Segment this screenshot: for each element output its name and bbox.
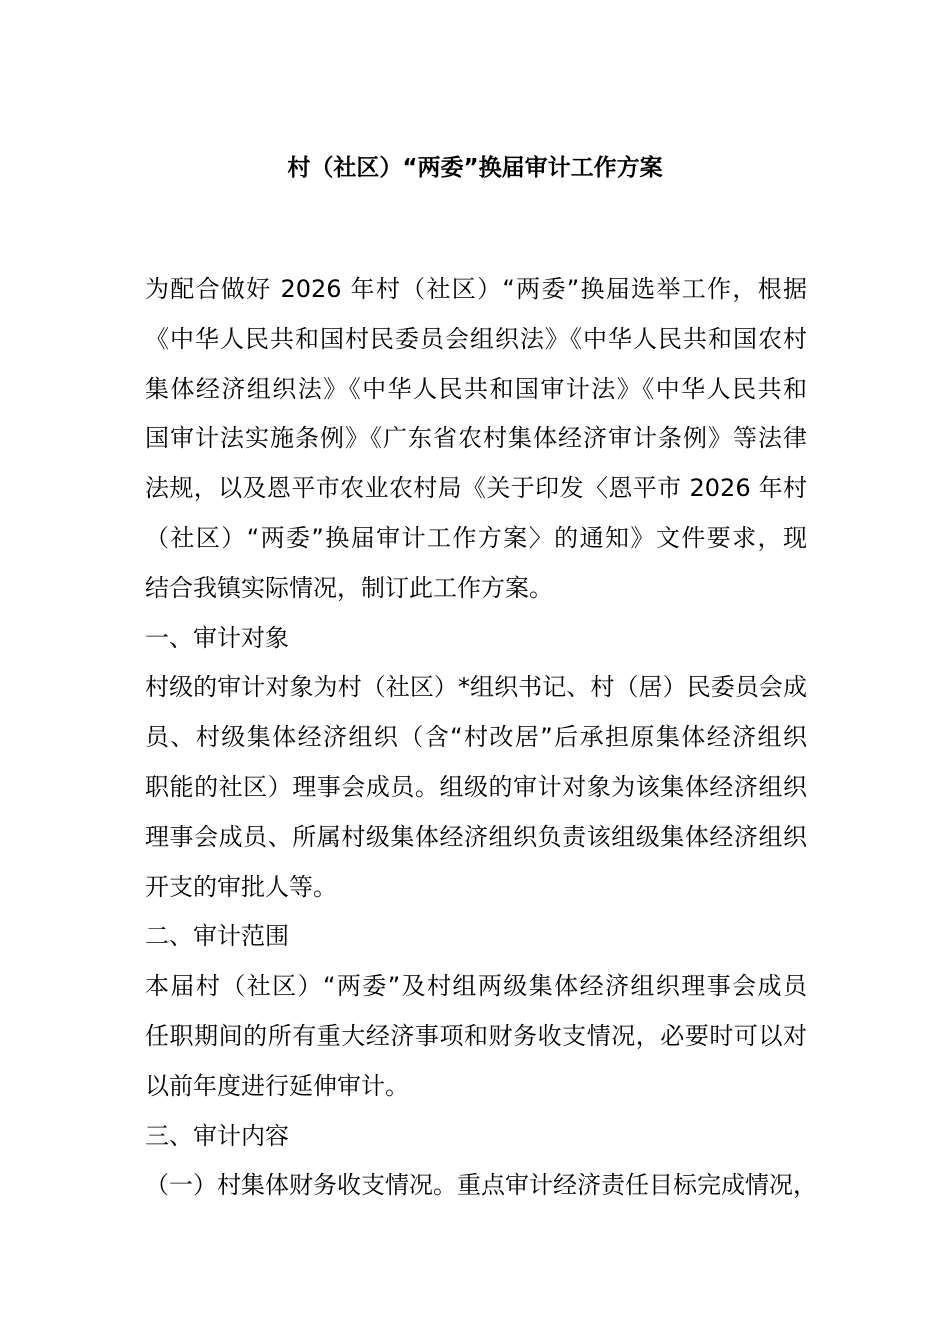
section-heading: 二、审计范围	[145, 922, 289, 951]
paragraph-line: 《中华人民共和国村民委员会组织法》《中华人民共和国农村	[145, 324, 807, 353]
paragraph-line: 理事会成员、所属村级集体经济组织负责该组级集体经济组织	[145, 822, 807, 851]
paragraph-line: 员、村级集体经济组织（含“村改居”后承担原集体经济组织	[145, 723, 807, 752]
paragraph-line: 集体经济组织法》《中华人民共和国审计法》《中华人民共和	[145, 374, 807, 403]
section-heading: 三、审计内容	[145, 1121, 289, 1150]
paragraph-line: 以前年度进行延伸审计。	[145, 1071, 409, 1100]
paragraph-line: 结合我镇实际情况，制订此工作方案。	[145, 573, 553, 602]
paragraph-line: 国审计法实施条例》《广东省农村集体经济审计条例》等法律	[145, 424, 807, 453]
paragraph-line: 职能的社区）理事会成员。组级的审计对象为该集体经济组织	[145, 772, 807, 801]
document-title: 村（社区）“两委”换届审计工作方案	[287, 155, 663, 181]
document-body	[145, 265, 817, 1211]
paragraph-line: （社区）“两委”换届审计工作方案〉的通知》文件要求，现	[145, 523, 807, 552]
paragraph-line: 法规，以及恩平市农业农村局《关于印发〈恩平市 2026 年村	[145, 474, 807, 503]
paragraph-line: 开支的审批人等。	[145, 872, 337, 901]
paragraph-line: 任职期间的所有重大经济事项和财务收支情况，必要时可以对	[145, 1021, 807, 1050]
paragraph-line: （一）村集体财务收支情况。重点审计经济责任目标完成情况，	[145, 1171, 817, 1200]
section-heading: 一、审计对象	[145, 623, 289, 652]
paragraph-line: 村级的审计对象为村（社区）*组织书记、村（居）民委员会成	[145, 673, 807, 702]
paragraph-line: 为配合做好 2026 年村（社区）“两委”换届选举工作，根据	[145, 275, 807, 303]
paragraph-line: 本届村（社区）“两委”及村组两级集体经济组织理事会成员	[145, 972, 807, 1001]
